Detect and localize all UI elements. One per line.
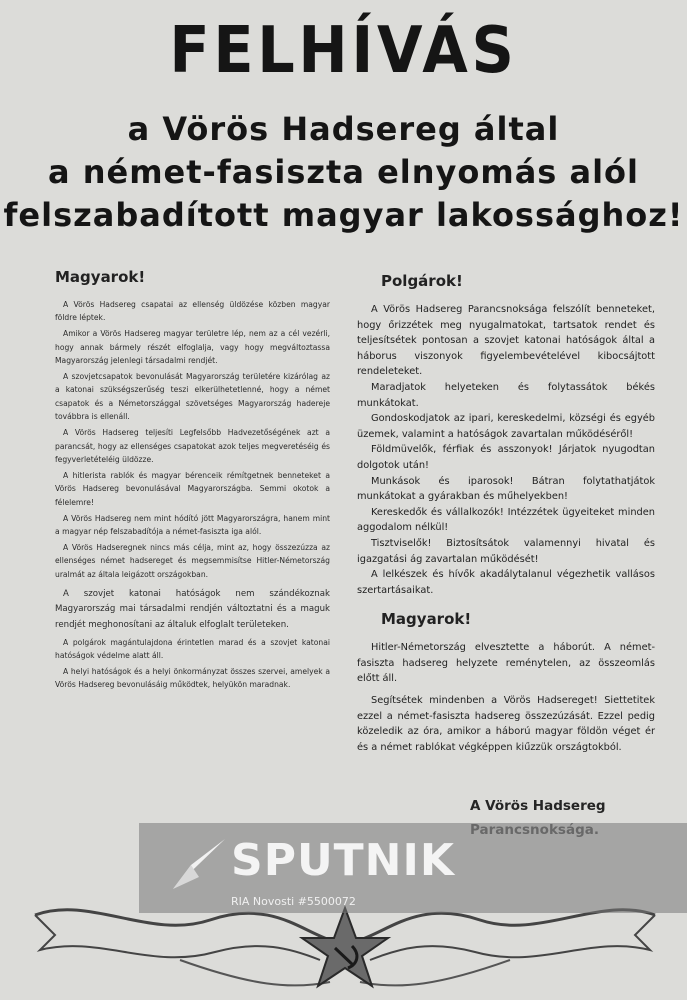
right-paragraph: Földmüvelők, férfiak és asszonyok! Járjatok nyugodtan dolgotok után! [357, 444, 655, 471]
watermark-brand: SPUTNIK [231, 835, 455, 886]
left-paragraph: A Vörös Hadsereg csapatai az ellenség üldözése közben magyar földre léptek. [55, 300, 330, 323]
right-paragraph: Gondoskodjatok az ipari, kereskedelmi, községi és egyéb üzemek, valamint a hatóságok zavartalan működéséről! [357, 413, 655, 440]
signature-line-1: A Vörös Hadsereg [470, 798, 606, 814]
poster-title: FELHÍVÁS [169, 14, 518, 88]
poster-subtitle-line-2: a német-fasiszta elnyomás alól [47, 153, 639, 191]
right-paragraph: Kereskedők és vállalkozók! Intézzétek ügyeiteket minden aggodalom nélkül! [357, 506, 655, 534]
right-paragraph: A lelkészek és hívők akadálytalanul végezhetik vallásos szertartásaikat. [357, 569, 655, 596]
right-column-heading: Polgárok! [381, 272, 463, 290]
right-paragraph: Segítsétek mindenben a Vörös Hadsereget! Siettetitek ezzel a német-fasiszta hadsereg összezúzását. Ezzel pedig közeledik az óra, amikor a háború magyar földön véget ér és a német rablókat végképpen kiűzzük országtokból. [357, 695, 655, 753]
left-paragraph-large: A szovjet katonai hatóságok nem szándékoznak Magyarország mai társadalmi rendjén változtatni és a maguk rendjét meghonosítani az általuk elfoglalt területeken. [55, 589, 330, 630]
right-paragraph: Hitler-Németország elvesztette a háborút. A német-fasiszta hadsereg helyzete reménytelen, az összeomlás előtt áll. [357, 642, 655, 685]
left-paragraph: A Vörös Hadsereg teljesíti Legfelsőbb Hadvezetőségének azt a parancsát, hogy az ellenséges csapatokat azok teljes megveretéséig és fegyverletételéig üldözze. [55, 428, 330, 464]
right-paragraph: Tisztviselők! Biztosítsátok valamennyi hivatal és igazgatási ág zavartalan működését! [357, 537, 655, 565]
left-paragraph: Amikor a Vörös Hadsereg magyar területre lép, nem az a cél vezérli, hogy annak bármely részét elfoglalja, vagy hogy megváltoztassa Magyarország jelenlegi társadalmi rendjét. [55, 329, 330, 366]
right-column [357, 272, 655, 755]
left-paragraph: A polgárok magántulajdona érintetlen marad és a szovjet katonai hatóságok védelme alatt áll. [55, 637, 330, 660]
left-paragraph: A Vörös Hadsereg nem mint hódító jött Magyarországra, hanem mint a magyar nép felszabadítója a német-fasiszta iga alól. [55, 513, 330, 536]
poster-subtitle-line-1: a Vörös Hadsereg által [127, 110, 560, 148]
sputnik-watermark [139, 823, 687, 913]
left-column [55, 268, 330, 694]
right-paragraph: Munkások és iparosok! Bátran folytathatjátok munkátokat a gyárakban és műhelyekben! [357, 475, 655, 503]
poster-subtitle-line-3: felszabadított magyar lakossághoz! [3, 196, 684, 234]
left-paragraph: A Vörös Hadseregnek nincs más célja, mint az, hogy összezúzza az ellenséges német hadsereget és megsemmisítse Hitler-Németország uralmát az általa leigázott országokban. [55, 542, 330, 579]
left-paragraph: A helyi hatóságok és a helyi önkormányzat összes szervei, amelyek a Vörös Hadsereg bevonulásáig működtek, helyükön maradnak. [55, 666, 330, 690]
left-paragraph: A hitlerista rablók és magyar bérenceik rémítgetnek benneteket a Vörös Hadsereg bevonulásával Magyarországba. Semmi okotok a félelemre! [55, 470, 330, 507]
left-column-heading: Magyarok! [55, 268, 146, 286]
sputnik-logo-icon [169, 837, 227, 893]
right-paragraph: A Vörös Hadsereg Parancsnoksága felszólít benneteket, hogy őrizzétek meg nyugalmatokat, tartsatok rendet és teljesítsétek pontosan a szovjet katonai hatóságok által a háborus viszonyok figyelembevételével kibocsájtott rendeleteket. [357, 304, 655, 378]
right-column-heading-2: Magyarok! [381, 610, 472, 629]
right-paragraph: Maradjatok helyeteken és folytassátok békés munkátokat. [357, 381, 655, 409]
left-paragraph: A szovjetcsapatok bevonulását Magyarország területére kizárólag az a katonai szükségszerűség teszi elkerülhetetlenné, hogy a német csapatok és a Németországgal szövetséges Magyarország haderejе továbbra is ellenáll. [55, 372, 330, 422]
watermark-caption: RIA Novosti #5500072 [231, 895, 356, 908]
